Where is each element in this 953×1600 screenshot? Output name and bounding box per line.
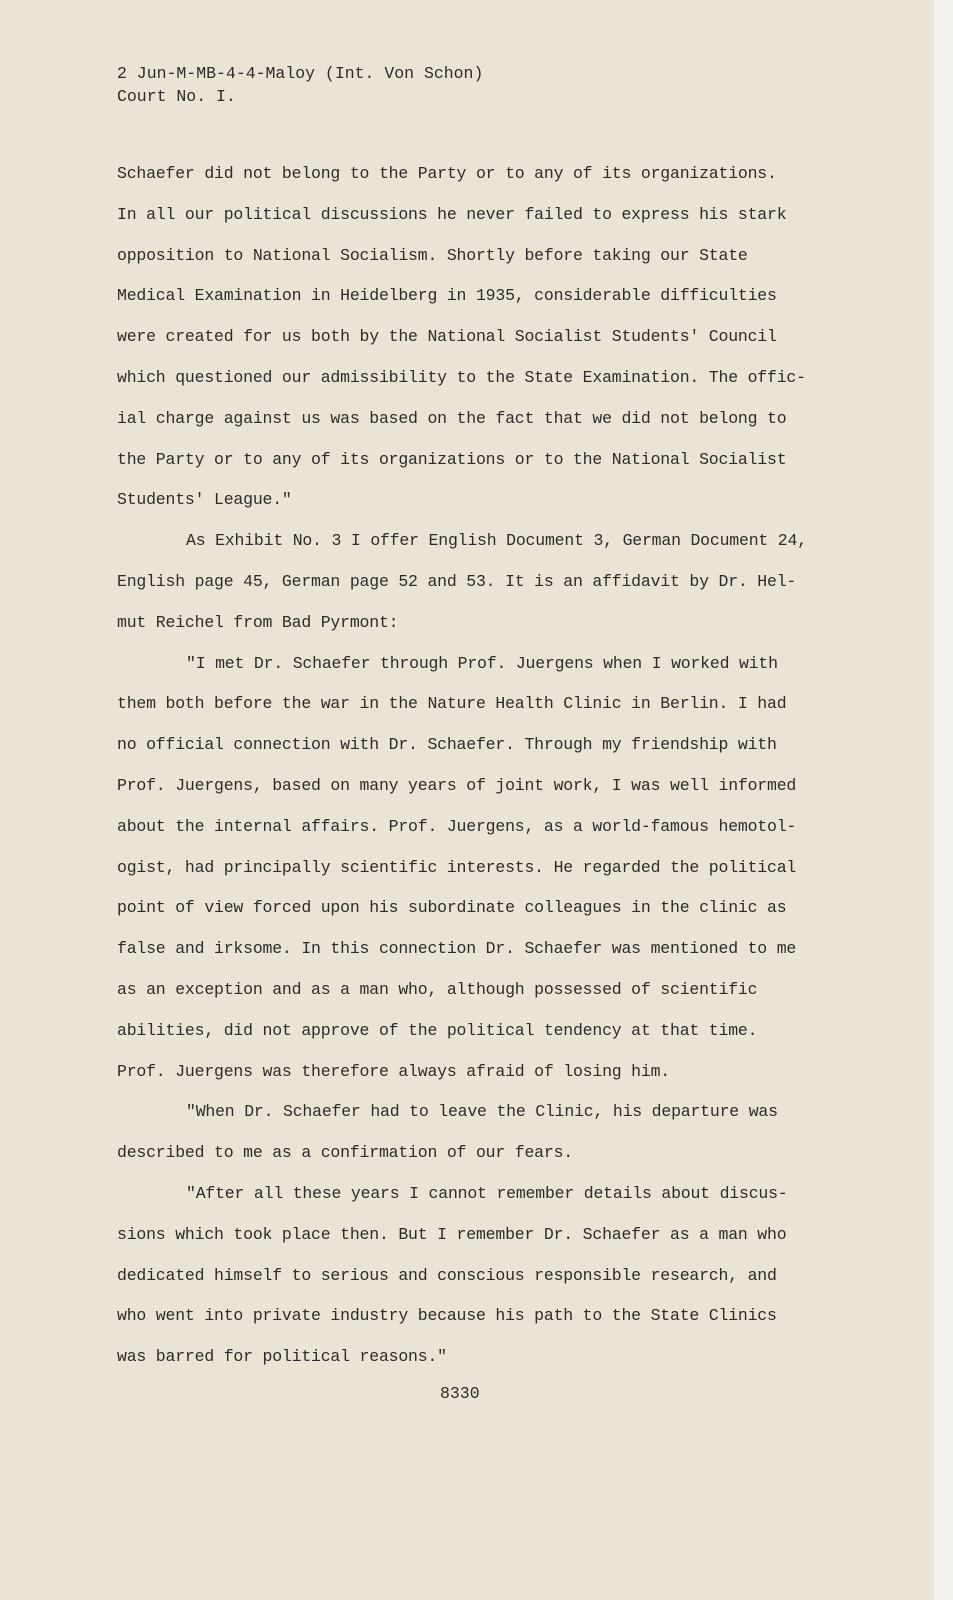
text-line: As Exhibit No. 3 I offer English Document 3, German Document 24, (186, 531, 807, 551)
text-line: who went into private industry because his path to the State Clinics (117, 1306, 777, 1326)
text-line: was barred for political reasons." (117, 1347, 447, 1367)
text-line: described to me as a confirmation of our fears. (117, 1143, 573, 1163)
text-line: false and irksome. In this connection Dr. Schaefer was mentioned to me (117, 939, 797, 959)
text-line: abilities, did not approve of the political tendency at that time. (117, 1020, 758, 1040)
text-line: "After all these years I cannot remember details about discus- (186, 1184, 788, 1203)
text-line: Prof. Juergens was therefore always afraid of losing him. (117, 1061, 670, 1081)
text-line: which questioned our admissibility to the State Examination. The offic- (117, 368, 806, 387)
text-line: In all our political discussions he never failed to express his stark (117, 204, 787, 224)
text-line: Schaefer did not belong to the Party or to any of its organizations. (117, 164, 777, 183)
page-number: 8330 (440, 1384, 480, 1403)
text-line: English page 45, German page 52 and 53. It is an affidavit by Dr. Hel- (117, 572, 797, 591)
text-line: ial charge against us was based on the fact that we did not belong to (117, 408, 787, 428)
text-line: opposition to National Socialism. Shortly before taking our State (117, 245, 748, 265)
text-line: Prof. Juergens, based on many years of joint work, I was well informed (117, 776, 797, 795)
text-line: sions which took place then. But I remember Dr. Schaefer as a man who (117, 1224, 787, 1244)
text-line: ogist, had principally scientific interests. He regarded the political (117, 857, 797, 877)
text-line: no official connection with Dr. Schaefer. Through my friendship with (117, 735, 777, 755)
text-line: Medical Examination in Heidelberg in 1935, considerable difficulties (117, 286, 777, 306)
text-line: Students' League." (117, 490, 292, 510)
page-edge (934, 0, 953, 1600)
text-line: "I met Dr. Schaefer through Prof. Juergens when I worked with (186, 653, 778, 673)
text-line: "When Dr. Schaefer had to leave the Clinic, his departure was (186, 1102, 778, 1122)
text-line: the Party or to any of its organizations or to the National Socialist (117, 449, 787, 469)
text-line: point of view forced upon his subordinate colleagues in the clinic as (117, 898, 787, 918)
text-line: dedicated himself to serious and conscious responsible research, and (117, 1265, 777, 1285)
text-line: were created for us both by the National Socialist Students' Council (117, 327, 777, 347)
header-line-1: 2 Jun-M-MB-4-4-Maloy (Int. Von Schon) (117, 64, 484, 83)
text-line: about the internal affairs. Prof. Juergens, as a world-famous hemotol- (117, 816, 797, 836)
text-line: as an exception and as a man who, although possessed of scientific (117, 980, 758, 999)
text-line: them both before the war in the Nature Health Clinic in Berlin. I had (117, 694, 787, 714)
text-line: mut Reichel from Bad Pyrmont: (117, 612, 399, 632)
header-line-2: Court No. I. (117, 87, 236, 106)
